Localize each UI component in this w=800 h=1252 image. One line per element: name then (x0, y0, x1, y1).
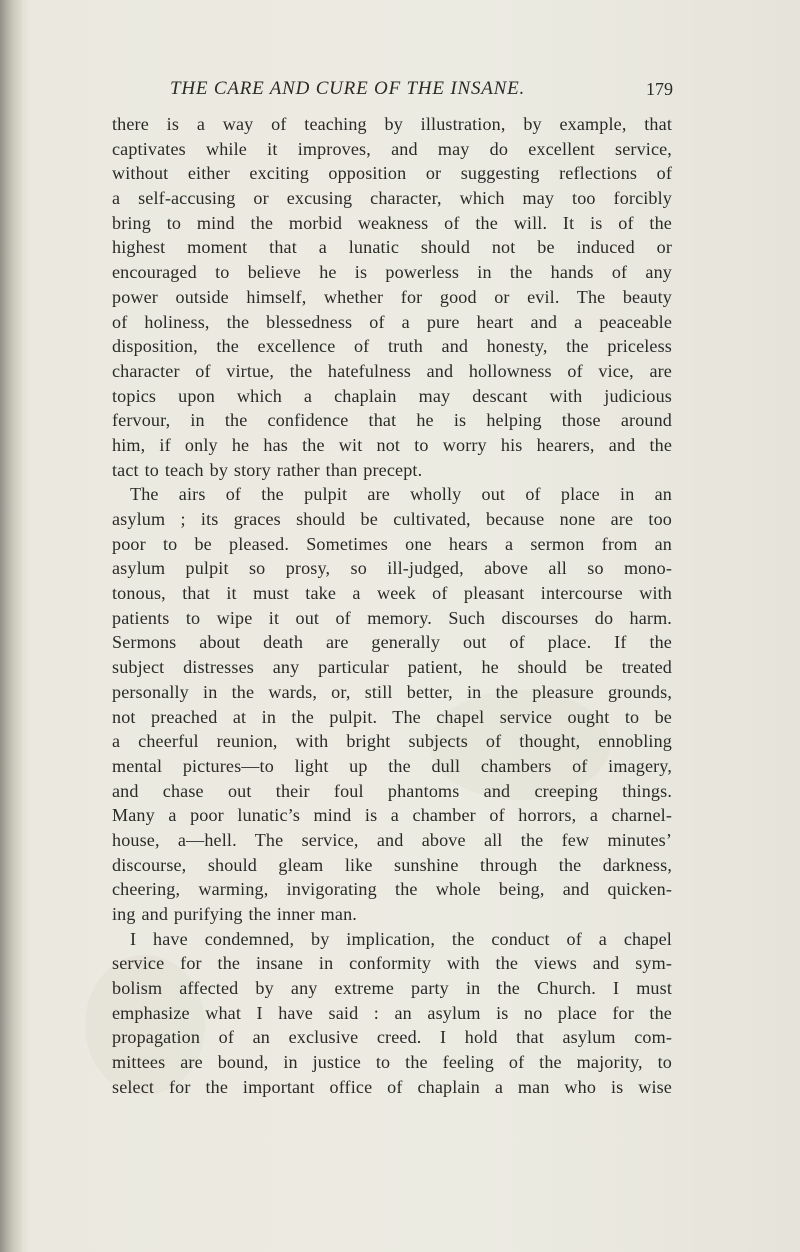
text-line: of holiness, the blessedness of a pure heart and a peaceable (112, 311, 672, 332)
text-line: a self-accusing or excusing character, which may too forcibly (112, 188, 672, 209)
text-line: emphasize what I have said : an asylum is no place for the (112, 1002, 672, 1023)
text-line: a cheerful reunion, with bright subjects of thought, ennobling (112, 731, 672, 752)
body-text (112, 112, 672, 1100)
text-line: asylum pulpit so prosy, so ill-judged, above all so mono- (112, 558, 672, 579)
text-line: tact to teach by story rather than precept. (112, 459, 423, 480)
text-line: topics upon which a chaplain may descant with judicious (112, 385, 672, 406)
text-line: asylum ; its graces should be cultivated, because none are too (112, 509, 672, 529)
text-line: mittees are bound, in justice to the feeling of the majority, to (112, 1052, 672, 1073)
text-line: propagation of an exclusive creed. I hold that asylum com- (112, 1027, 672, 1048)
running-title: THE CARE AND CURE OF THE INSANE. (170, 78, 526, 99)
paragraph-start-line: I have condemned, by implication, the conduct of a chapel (130, 928, 672, 949)
page-header (112, 78, 672, 112)
text-line: patients to wipe it out of memory. Such discourses do harm. (112, 607, 672, 628)
text-line: mental pictures—to light up the dull chambers of imagery, (112, 755, 672, 776)
paragraph-start-line: The airs of the pulpit are wholly out of place in an (130, 484, 672, 505)
text-line: select for the important office of chaplain a man who is wise (112, 1076, 672, 1097)
text-line: captivates while it improves, and may do excellent service, (112, 138, 672, 159)
text-line: there is a way of teaching by illustration, by example, that (112, 114, 672, 134)
text-line: character of virtue, the hatefulness and hollowness of vice, are (112, 360, 672, 381)
text-line: personally in the wards, or, still better, in the pleasure grounds, (112, 681, 672, 702)
text-line: Many a poor lunatic’s mind is a chamber of horrors, a charnel- (112, 805, 672, 826)
text-line: without either exciting opposition or suggesting reflections of (112, 163, 672, 184)
text-line: power outside himself, whether for good or evil. The beauty (112, 286, 672, 307)
text-line: highest moment that a lunatic should not be induced or (112, 237, 672, 258)
text-line: disposition, the excellence of truth and honesty, the priceless (112, 336, 672, 357)
text-line: not preached at in the pulpit. The chapel service ought to be (112, 706, 672, 727)
text-line: bolism affected by any extreme party in the Church. I must (112, 978, 672, 999)
text-line: tonous, that it must take a week of pleasant intercourse with (112, 583, 672, 604)
book-page (112, 78, 672, 1100)
text-line: Sermons about death are generally out of place. If the (112, 632, 672, 653)
page-number: 179 (646, 79, 673, 99)
text-line: and chase out their foul phantoms and creeping things. (112, 780, 672, 801)
book-spine-shadow (0, 0, 22, 1252)
text-line: poor to be pleased. Sometimes one hears a sermon from an (112, 533, 672, 554)
text-line: cheering, warming, invigorating the whole being, and quicken- (112, 879, 672, 900)
text-line: bring to mind the morbid weakness of the will. It is of the (112, 212, 672, 233)
text-line: service for the insane in conformity with the views and sym- (112, 953, 672, 974)
text-line: encouraged to believe he is powerless in the hands of any (112, 262, 672, 283)
text-line: house, a—hell. The service, and above all the few minutes’ (112, 829, 672, 850)
text-line: him, if only he has the wit not to worry his hearers, and the (112, 434, 672, 455)
text-line: fervour, in the confidence that he is helping those around (112, 410, 672, 431)
text-line: subject distresses any particular patient, he should be treated (112, 657, 672, 678)
text-line: discourse, should gleam like sunshine through the darkness, (112, 854, 672, 875)
text-line: ing and purifying the inner man. (112, 904, 357, 924)
